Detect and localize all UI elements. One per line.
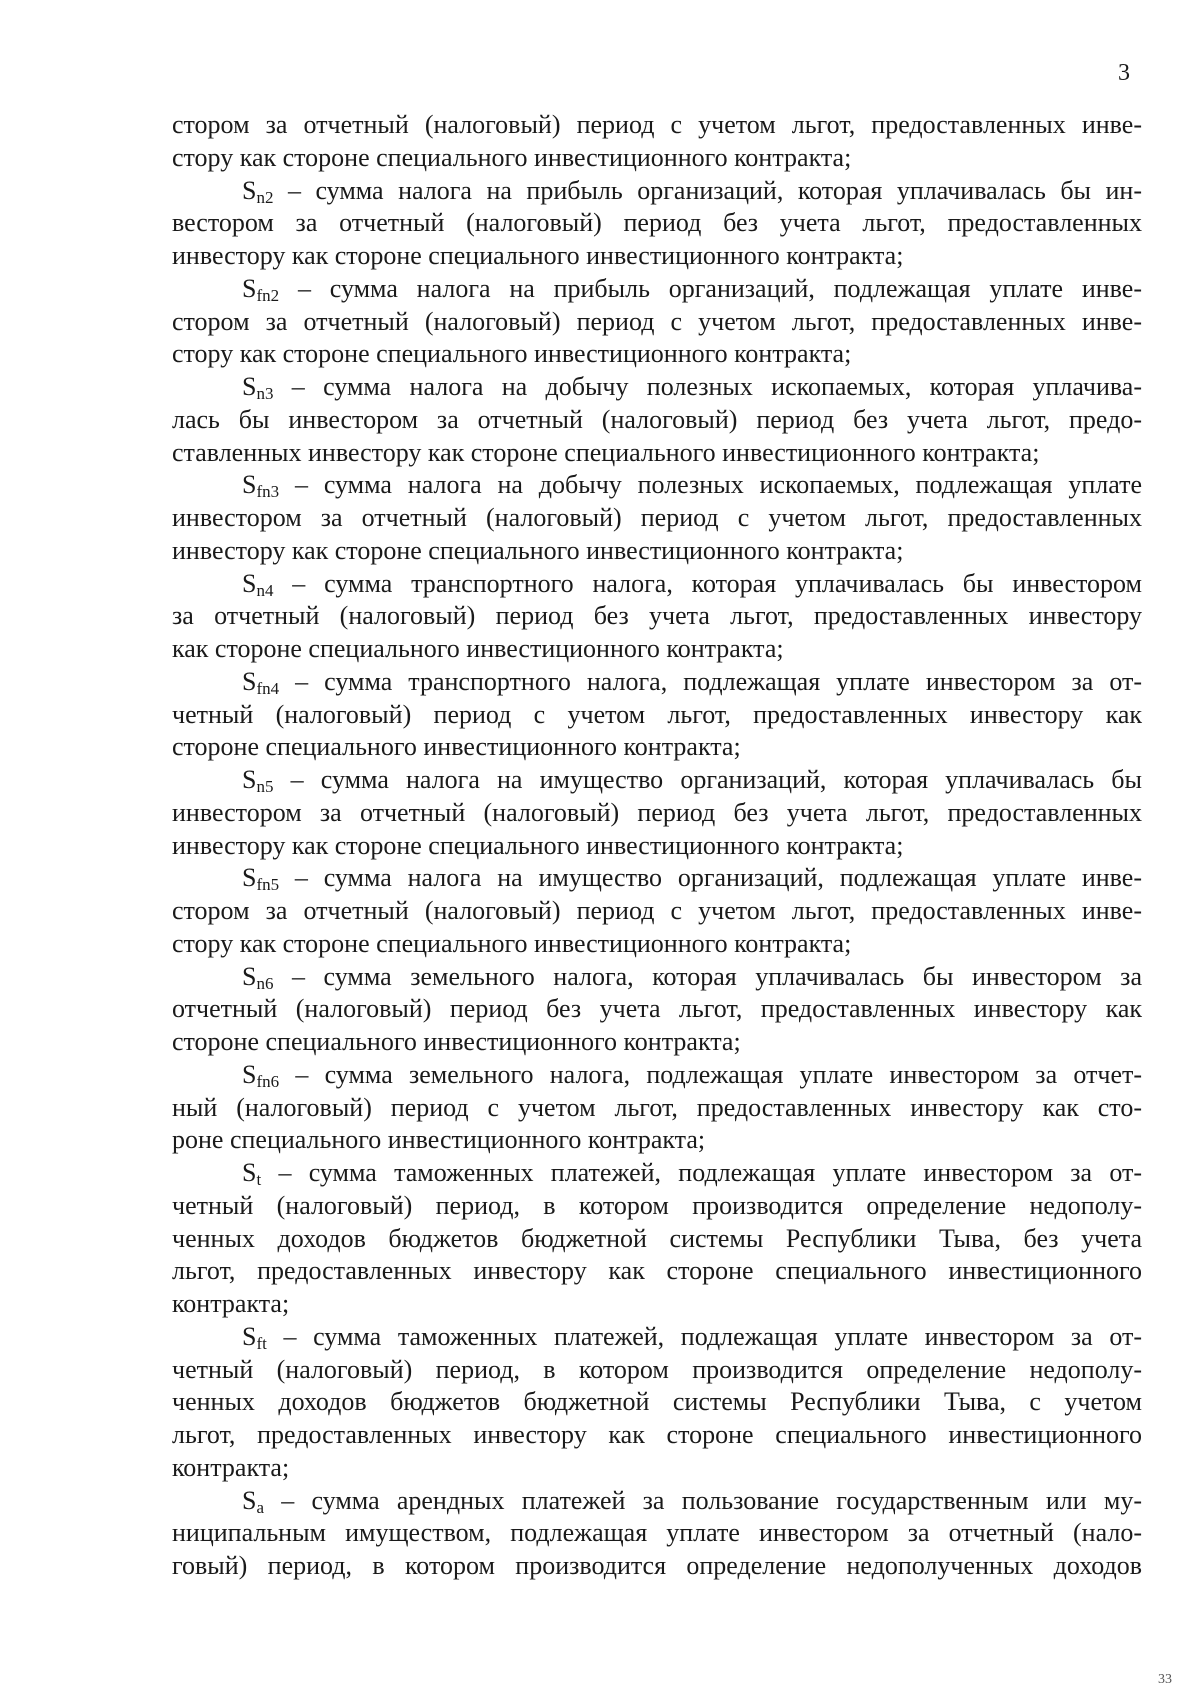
line-text: – сумма транспортного налога, которая уплачивалась бы инвестором (273, 568, 1142, 598)
line-text: инвестору как стороне специального инвестиционного контракта; (172, 830, 904, 860)
formula-symbol (242, 863, 280, 895)
text-line (172, 207, 1142, 240)
paragraph (172, 175, 1142, 273)
text-line (172, 1026, 1142, 1059)
text-line (172, 404, 1142, 437)
symbol-subscript: n6 (256, 973, 274, 993)
line-text: – сумма налога на имущество организаций, подлежащая уплате инве- (279, 863, 1142, 893)
symbol-letter: S (242, 863, 257, 893)
symbol-letter: S (242, 1059, 257, 1089)
text-line (172, 109, 1142, 142)
text-line (172, 600, 1142, 633)
text-line (172, 1517, 1142, 1550)
line-text: стором за отчетный (налоговый) период с учетом льгот, предоставленных инве- (172, 896, 1142, 925)
line-text: стору как стороне специального инвестиционного контракта; (172, 928, 852, 958)
text-line (172, 502, 1142, 535)
text-line (172, 1223, 1142, 1256)
line-text: – сумма транспортного налога, подлежащая уплате инвестором за от- (279, 666, 1142, 696)
formula-symbol (242, 667, 279, 696)
text-line (172, 1485, 1142, 1518)
text-line (172, 338, 1142, 371)
line-text: роне специального инвестиционного контракта; (172, 1125, 706, 1155)
line-text: – сумма налога на добычу полезных ископаемых, которая уплачива- (273, 372, 1142, 401)
symbol-subscript: n5 (256, 777, 274, 796)
symbol-letter: S (242, 273, 257, 303)
text-line (172, 240, 1142, 273)
text-line (172, 1321, 1142, 1354)
line-text: – сумма земельного налога, подлежащая уплате инвестором за отчет- (279, 1059, 1142, 1089)
line-text: ченных доходов бюджетов бюджетной системы Республики Тыва, без учета (172, 1223, 1142, 1253)
line-text: говый) период, в котором производится определение недополученных доходов (172, 1551, 1142, 1580)
formula-symbol (242, 1486, 264, 1515)
text-line (172, 1550, 1142, 1583)
line-text: четный (налоговый) период, в котором производится определение недополу- (172, 1190, 1142, 1220)
symbol-letter: S (242, 568, 257, 598)
text-line (172, 731, 1142, 764)
formula-symbol (242, 372, 273, 401)
line-text: – сумма таможенных платежей, подлежащая уплате инвестором за от- (266, 1321, 1142, 1351)
formula-symbol (242, 1060, 279, 1089)
symbol-subscript: fn3 (256, 482, 280, 502)
line-text: – сумма налога на добычу полезных ископаемых, подлежащая уплате (279, 470, 1142, 500)
text-line (172, 371, 1142, 404)
line-text: стором за отчетный (налоговый) период с учетом льгот, предоставленных инве- (172, 306, 1142, 336)
line-text: инвестором за отчетный (налоговый) период с учетом льгот, предоставленных (172, 503, 1142, 532)
text-line (172, 1255, 1142, 1288)
line-text: ный (налоговый) период с учетом льгот, предоставленных инвестору как сто- (172, 1092, 1142, 1122)
symbol-letter: S (242, 1321, 257, 1351)
symbol-letter: S (242, 470, 257, 500)
paragraph (172, 862, 1142, 960)
symbol-subscript: n2 (256, 187, 274, 207)
line-text: стороне специального инвестиционного контракта; (172, 1027, 741, 1056)
symbol-letter: S (242, 1485, 257, 1515)
text-line (172, 764, 1142, 797)
line-text: – сумма налога на прибыль организаций, подлежащая уплате инве- (279, 273, 1142, 303)
symbol-letter: S (242, 961, 257, 991)
paragraph (172, 273, 1142, 371)
paragraph (172, 1321, 1142, 1485)
paragraph (172, 1157, 1142, 1321)
text-line (172, 928, 1142, 961)
line-text: стору как стороне специального инвестиционного контракта; (172, 142, 852, 172)
line-text: за отчетный (налоговый) период без учета льгот, предоставленных инвестору (172, 601, 1142, 631)
paragraph (172, 1485, 1142, 1583)
line-text: отчетный (налоговый) период без учета льгот, предоставленных инвестору как (172, 994, 1142, 1024)
text-line (172, 666, 1142, 699)
text-line (172, 1190, 1142, 1223)
line-text: ченных доходов бюджетов бюджетной системы Республики Тыва, с учетом (172, 1387, 1142, 1417)
paragraph (172, 961, 1142, 1059)
symbol-subscript: fn5 (256, 875, 280, 895)
line-text: стором за отчетный (налоговый) период с учетом льгот, предоставленных инве- (172, 110, 1142, 139)
symbol-subscript: n3 (256, 384, 274, 403)
line-text: ставленных инвестору как стороне специального инвестиционного контракта; (172, 437, 1040, 467)
text-line (172, 699, 1142, 732)
line-text: – сумма налога на имущество организаций, которая уплачивалась бы (273, 765, 1142, 794)
text-line (172, 961, 1142, 994)
document-body (172, 109, 1142, 1583)
text-line (172, 633, 1142, 666)
text-line (172, 1124, 1142, 1157)
paragraph (172, 568, 1142, 666)
line-text: инвестору как стороне специального инвестиционного контракта; (172, 535, 904, 565)
line-text: льгот, предоставленных инвестору как стороне специального инвестиционного (172, 1256, 1142, 1286)
paragraph (172, 666, 1142, 764)
text-line (172, 1092, 1142, 1125)
formula-symbol (242, 470, 280, 502)
line-text: контракта; (172, 1452, 290, 1482)
text-line (172, 142, 1142, 175)
symbol-subscript: fn4 (256, 678, 280, 698)
formula-symbol (242, 1322, 267, 1351)
symbol-subscript: t (256, 1170, 262, 1189)
line-text: контракта; (172, 1289, 290, 1318)
formula-symbol (242, 274, 279, 303)
corner-mark: 33 (1158, 1672, 1172, 1687)
page-number: 3 (1118, 60, 1130, 86)
line-text: инвестором за отчетный (налоговый) период без учета льгот, предоставленных (172, 797, 1142, 827)
text-line (172, 1419, 1142, 1452)
text-line (172, 535, 1142, 568)
paragraph (172, 109, 1142, 175)
text-line (172, 1452, 1142, 1485)
paragraph (172, 764, 1142, 862)
line-text: четный (налоговый) период, в котором производится определение недополу- (172, 1354, 1142, 1384)
text-line (172, 1288, 1142, 1321)
text-line (172, 1157, 1142, 1190)
text-line (172, 437, 1142, 470)
text-line (172, 1059, 1142, 1092)
line-text: как стороне специального инвестиционного контракта; (172, 634, 784, 663)
line-text: – сумма арендных платежей за пользование государственным или му- (264, 1485, 1142, 1515)
line-text: вестором за отчетный (налоговый) период без учета льгот, предоставленных (172, 208, 1142, 238)
symbol-subscript: fn6 (256, 1071, 280, 1091)
symbol-letter: S (242, 372, 257, 401)
text-line (172, 797, 1142, 830)
formula-symbol (242, 962, 273, 991)
text-line (172, 175, 1142, 208)
text-line (172, 469, 1142, 502)
symbol-letter: S (242, 1158, 257, 1187)
paragraph (172, 469, 1142, 567)
symbol-letter: S (242, 175, 257, 205)
symbol-letter: S (242, 765, 257, 794)
line-text: – сумма налога на прибыль организаций, которая уплачивалась бы ин- (273, 175, 1142, 205)
text-line (172, 1354, 1142, 1387)
formula-symbol (242, 569, 273, 598)
formula-symbol (242, 176, 273, 205)
text-line (172, 830, 1142, 863)
line-text: лась бы инвестором за отчетный (налоговый) период без учета льгот, предо- (172, 404, 1142, 434)
text-line (172, 895, 1142, 928)
line-text: стороне специального инвестиционного контракта; (172, 732, 741, 762)
line-text: инвестору как стороне специального инвестиционного контракта; (172, 241, 904, 270)
paragraph (172, 371, 1142, 469)
symbol-letter: S (242, 666, 257, 696)
text-line (172, 993, 1142, 1026)
line-text: – сумма таможенных платежей, подлежащая уплате инвестором за от- (261, 1158, 1142, 1187)
symbol-subscript: a (256, 1497, 265, 1517)
line-text: – сумма земельного налога, которая уплачивалась бы инвестором за (273, 961, 1142, 991)
line-text: ниципальным имуществом, подлежащая уплате инвестором за отчетный (нало- (172, 1518, 1142, 1548)
formula-symbol (242, 765, 273, 794)
symbol-subscript: ft (256, 1333, 267, 1353)
text-line (172, 862, 1142, 895)
line-text: льгот, предоставленных инвестору как стороне специального инвестиционного (172, 1420, 1142, 1449)
text-line (172, 273, 1142, 306)
formula-symbol (242, 1158, 261, 1187)
symbol-subscript: fn2 (256, 285, 280, 305)
paragraph (172, 1059, 1142, 1157)
line-text: четный (налоговый) период с учетом льгот, предоставленных инвестору как (172, 699, 1142, 729)
symbol-subscript: n4 (256, 580, 274, 600)
text-line (172, 306, 1142, 339)
text-line (172, 1386, 1142, 1419)
text-line (172, 568, 1142, 601)
line-text: стору как стороне специального инвестиционного контракта; (172, 339, 852, 369)
